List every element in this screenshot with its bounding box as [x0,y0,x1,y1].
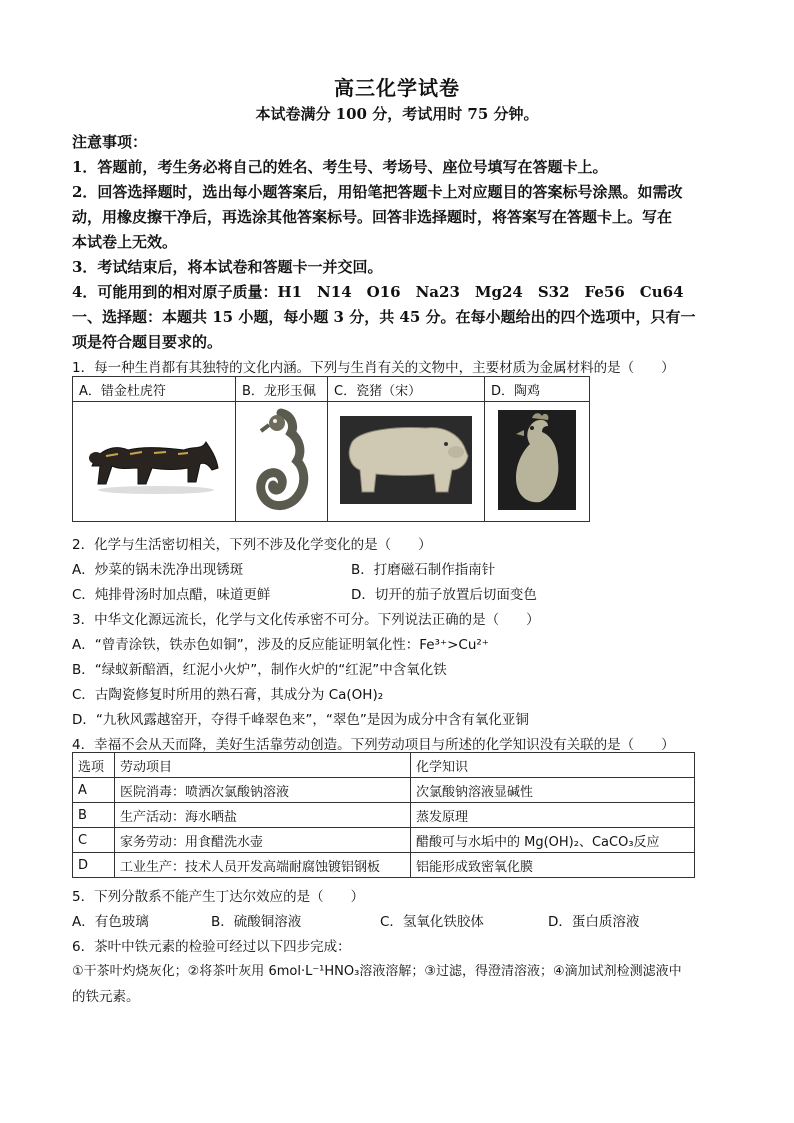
table-row [73,853,695,878]
q4-stem: 4．幸福不会从天而降，美好生活靠劳动创造。下列劳动项目与所述的化学知识没有关联的是（ ） [72,737,675,753]
q1-option-a: A．错金杜虎符 [73,377,236,402]
table-cell: 家务劳动：用食醋洗水壶 [115,828,411,853]
q1-option-d: D．陶鸡 [485,377,590,402]
q1-option-c: C．瓷猪（宋） [328,377,485,402]
notes-heading: 注意事项： [72,133,148,151]
table-cell: 铝能形成致密氧化膜 [411,853,695,878]
page-title: 高三化学试卷 [334,76,460,100]
note-2-line3: 本试卷上无效。 [72,233,178,251]
q2-option-a: A．炒菜的锅未洗净出现锈斑 [72,562,244,578]
q3-option-a: A．“曾青涂铁，铁赤色如铜”，涉及的反应能证明氧化性：Fe³⁺>Cu²⁺ [72,637,489,653]
table-cell: B [73,803,115,828]
dragon-jade-pendant-image [236,402,328,522]
pottery-rooster-image [485,402,590,522]
table-cell: 醋酸可与水垢中的 Mg(OH)₂、CaCO₃反应 [411,828,695,853]
table-cell: A [73,778,115,803]
table-cell: D [73,853,115,878]
table-cell: 次氯酸钠溶液显碱性 [411,778,695,803]
q1-option-b: B．龙形玉佩 [236,377,328,402]
table-header-cell: 化学知识 [411,753,695,778]
q2-option-d: D．切开的茄子放置后切面变色 [351,587,537,603]
table-header-cell: 劳动项目 [115,753,411,778]
table-row [73,803,695,828]
section-heading-line2: 项是符合题目要求的。 [72,333,223,351]
note-3: 3．考试结束后，将本试卷和答题卡一并交回。 [72,258,383,276]
q5-option-b: B．硫酸铜溶液 [211,914,302,930]
section-heading-line1: 一、选择题：本题共 15 小题，每小题 3 分，共 45 分。在每小题给出的四个选项中，只有一 [72,308,696,326]
q5-option-d: D．蛋白质溶液 [548,914,640,930]
table-cell: 医院消毒：喷洒次氯酸钠溶液 [115,778,411,803]
q3-option-b: B．“绿蚁新醅酒，红泥小火炉”，制作火炉的“红泥”中含氧化铁 [72,662,447,678]
exam-subtitle: 本试卷满分 100 分，考试用时 75 分钟。 [255,105,539,123]
q5-stem: 5．下列分散系不能产生丁达尔效应的是（ ） [72,889,365,905]
note-4: 4．可能用到的相对原子质量：H1 N14 O16 Na23 Mg24 S32 Fe56 Cu64 [72,283,684,301]
q5-option-a: A．有色玻璃 [72,914,149,930]
q6-body-line2: 的铁元素。 [72,989,140,1005]
q2-stem: 2．化学与生活密切相关，下列不涉及化学变化的是（ ） [72,537,432,553]
tiger-tally-image [73,402,236,522]
table-header-cell: 选项 [73,753,115,778]
q2-option-c: C．炖排骨汤时加点醋，味道更鲜 [72,587,271,603]
q3-option-d: D．“九秋风露越窑开，夺得千峰翠色来”，“翠色”是因为成分中含有氧化亚铜 [72,712,529,728]
table-cell: 蒸发原理 [411,803,695,828]
q2-option-b: B．打磨磁石制作指南针 [351,562,496,578]
table-cell: 生产活动：海水晒盐 [115,803,411,828]
note-2-line2: 动，用橡皮擦干净后，再选涂其他答案标号。回答非选择题时，将答案写在答题卡上。写在 [72,208,673,226]
table-row [73,828,695,853]
table-row [73,778,695,803]
q1-option-table [72,376,590,522]
q4-table [72,752,695,878]
table-cell: 工业生产：技术人员开发高端耐腐蚀镀铝钢板 [115,853,411,878]
porcelain-pig-image [328,402,485,522]
q6-body-line1: ①干茶叶灼烧灰化；②将茶叶灰用 6mol·L⁻¹HNO₃溶液溶解；③过滤，得澄清溶液；④滴加试剂检测滤液中 [72,964,682,979]
q6-stem: 6．茶叶中铁元素的检验可经过以下四步完成： [72,939,351,955]
note-1: 1．答题前，考生务必将自己的姓名、考生号、考场号、座位号填写在答题卡上。 [72,158,608,176]
q5-option-c: C．氢氧化铁胶体 [380,914,484,930]
table-cell: C [73,828,115,853]
q1-stem: 1．每一种生肖都有其独特的文化内涵。下列与生肖有关的文物中，主要材质为金属材料的是（ ） [72,360,675,376]
q3-option-c: C．古陶瓷修复时所用的熟石膏，其成分为 Ca(OH)₂ [72,687,384,703]
note-2-line1: 2．回答选择题时，选出每小题答案后，用铅笔把答题卡上对应题目的答案标号涂黑。如需改 [72,183,683,201]
q3-stem: 3．中华文化源远流长，化学与文化传承密不可分。下列说法正确的是（ ） [72,612,540,628]
table-header-row [73,753,695,778]
